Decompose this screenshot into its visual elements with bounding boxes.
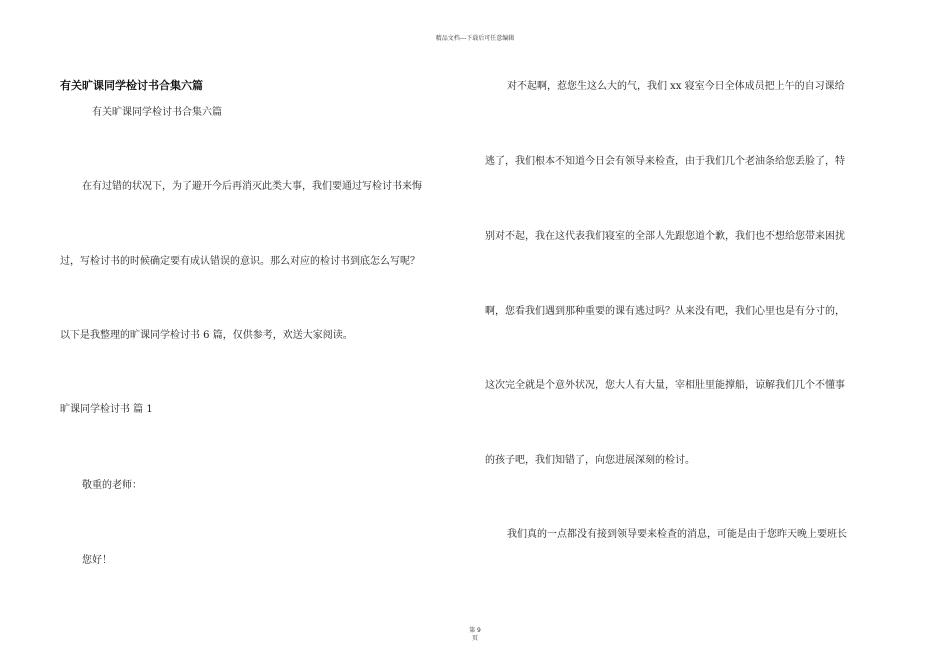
document-title: 有关旷课同学检讨书合集六篇 (60, 79, 203, 92)
paragraph-line: 别对不起，我在这代表我们寝室的全部人先跟您道个歉，我们也不想给您带来困扰 (485, 231, 845, 242)
paragraph-line: 对不起啊，惹您生这么大的气，我们 xx 寝室今日全体成员把上午的自习课给 (507, 81, 845, 92)
header-note: 精品文档---下载后可任意编辑 (435, 35, 515, 42)
page-number (455, 627, 495, 643)
paragraph-line: 逃了，我们根本不知道今日会有领导来检查，由于我们几个老油条给您丢脸了，特 (485, 156, 845, 167)
greeting: 您好！ (82, 555, 112, 566)
paragraph-line: 以下是我整理的旷课同学检讨书 6 篇，仅供参考，欢送大家阅读。 (60, 330, 353, 341)
paragraph-line: 在有过错的状况下，为了避开今后再消灭此类大事，我们要通过写检讨书来悔 (82, 181, 422, 192)
document-subtitle: 有关旷课同学检讨书合集六篇 (92, 107, 222, 118)
page-number-bottom: 页 (471, 635, 478, 642)
paragraph-line: 啊，您看我们遇到那种重要的课有逃过吗？从来没有吧，我们心里也是有分寸的， (485, 306, 845, 317)
paragraph-line: 这次完全就是个意外状况，您大人有大量，宰相肚里能撑船，谅解我们几个不懂事 (485, 380, 845, 391)
paragraph-line: 过，写检讨书的时候确定要有成认错误的意识。那么对应的检讨书到底怎么写呢？ (60, 256, 420, 267)
page-number-top: 第 9 (469, 627, 481, 634)
section-heading: 旷课同学检讨书 篇 1 (60, 404, 153, 415)
paragraph-line: 的孩子吧，我们知错了，向您进展深刻的检讨。 (485, 455, 695, 466)
salutation: 敬重的老师： (82, 480, 142, 491)
paragraph-line: 我们真的一点都没有接到领导要来检查的消息，可能是由于您昨天晚上要班长 (507, 529, 847, 540)
